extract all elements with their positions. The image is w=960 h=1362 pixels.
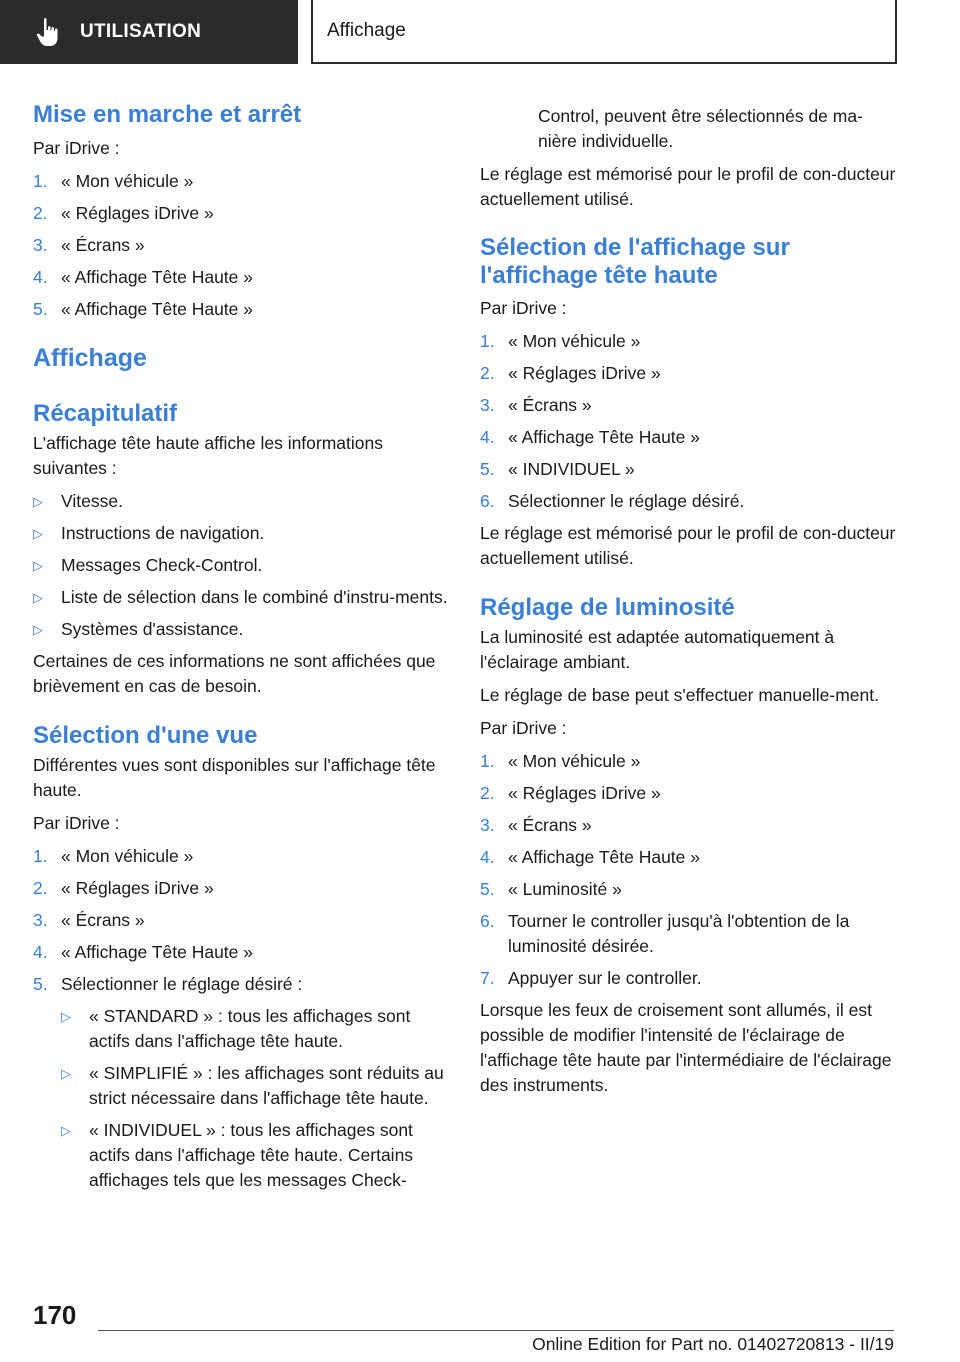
- list-item: 5. « Luminosité »: [480, 879, 622, 899]
- paragraph: Certaines de ces informations ne sont affichées que brièvement en cas de besoin.: [33, 651, 436, 696]
- list-item: 3. « Écrans »: [480, 395, 592, 415]
- heading-recapitulatif: Récapitulatif: [33, 400, 178, 427]
- paragraph: Par iDrive :: [480, 298, 567, 318]
- heading-selection-vue: Sélection d'une vue: [33, 722, 258, 749]
- section-label: UTILISATION: [80, 21, 202, 42]
- section-tab: [0, 0, 298, 64]
- list-item: ▷ « STANDARD » : tous les affichages sont actifs dans l'affichage tête haute.: [61, 1006, 411, 1051]
- triangle-bullet-icon: ▷: [33, 558, 43, 573]
- list-item: ▷ Instructions de navigation.: [33, 521, 451, 546]
- list-item: 1. « Mon véhicule »: [33, 171, 194, 191]
- left-column: [33, 100, 451, 1200]
- paragraph: Le réglage est mémorisé pour le profil de con-ducteur actuellement utilisé.: [480, 523, 896, 568]
- list-item: 1. « Mon véhicule »: [480, 751, 641, 771]
- list-item: 2. « Réglages iDrive »: [33, 878, 214, 898]
- triangle-bullet-icon: ▷: [61, 1009, 71, 1024]
- triangle-bullet-icon: ▷: [33, 526, 43, 541]
- list-item: 7. Appuyer sur le controller.: [480, 968, 702, 988]
- heading-selection-affichage: Sélection de l'affichage sur l'affichage tête haute: [480, 234, 790, 289]
- paragraph: Lorsque les feux de croisement sont allumés, il est possible de modifier l'intensité de l'éclairage de l'affichage tête haute par l'intermédiaire de l'éclairage des instruments.: [480, 1000, 892, 1095]
- paragraph: Différentes vues sont disponibles sur l'affichage tête haute.: [33, 755, 436, 800]
- list-item: 3. « Écrans »: [33, 235, 145, 255]
- list-item: 2. « Réglages iDrive »: [480, 363, 661, 383]
- list-item: 3. « Écrans »: [480, 815, 592, 835]
- footer-divider: [98, 1330, 894, 1331]
- paragraph: Par iDrive :: [33, 813, 120, 833]
- list-item: 6. Tourner le controller jusqu'à l'obtention de la luminosité désirée.: [480, 911, 850, 956]
- sub-bullet-list: [61, 1004, 451, 1193]
- triangle-bullet-icon: ▷: [33, 622, 43, 637]
- page-number: 170: [33, 1300, 77, 1330]
- list-item: ▷ Liste de sélection dans le combiné d'instru-ments.: [33, 585, 451, 610]
- steps-list-3: [480, 329, 898, 514]
- list-item: 5. « Affichage Tête Haute »: [33, 299, 253, 319]
- steps-list-1: [33, 169, 451, 322]
- paragraph: Par iDrive :: [33, 138, 120, 158]
- footer-edition: Online Edition for Part no. 01402720813 - II/19: [532, 1334, 894, 1354]
- triangle-bullet-icon: ▷: [33, 590, 43, 605]
- paragraph: La luminosité est adaptée automatiquement à l'éclairage ambiant.: [480, 627, 835, 672]
- list-item: 4. « Affichage Tête Haute »: [480, 847, 700, 867]
- triangle-bullet-icon: ▷: [61, 1066, 71, 1081]
- list-item: 5. Sélectionner le réglage désiré : ▷ « STANDARD » : tous les affichages sont actifs dans l'affichage tête haute. ▷ « SIMPLIFIÉ » : les affichages sont réduits au strict nécessaire dans l'affichage tête haute. ▷ « INDIVIDUEL » : tous les affichages sont actifs dans l'affichage tête haute. Certains affichages tels que les messages Check-: [33, 972, 451, 1193]
- list-item: 2. « Réglages iDrive »: [480, 783, 661, 803]
- steps-list-4: [480, 749, 898, 991]
- list-item: 4. « Affichage Tête Haute »: [33, 267, 253, 287]
- heading-affichage: Affichage: [33, 344, 147, 372]
- list-item: ▷ Systèmes d'assistance.: [33, 617, 451, 642]
- list-item: 4. « Affichage Tête Haute »: [480, 427, 700, 447]
- list-item: 1. « Mon véhicule »: [33, 846, 194, 866]
- list-item: 6. Sélectionner le réglage désiré.: [480, 491, 745, 511]
- paragraph: Le réglage est mémorisé pour le profil de con-ducteur actuellement utilisé.: [480, 164, 896, 209]
- heading-mise-en-marche: Mise en marche et arrêt: [33, 101, 302, 128]
- bullet-list: [33, 489, 451, 642]
- paragraph: Le réglage de base peut s'effectuer manuelle-ment.: [480, 685, 879, 705]
- paragraph-continuation: Control, peuvent être sélectionnés de ma-nière individuelle.: [538, 106, 863, 151]
- triangle-bullet-icon: ▷: [61, 1123, 71, 1138]
- list-item: 1. « Mon véhicule »: [480, 331, 641, 351]
- steps-list-2: [33, 844, 451, 1193]
- paragraph: L'affichage tête haute affiche les informations suivantes :: [33, 433, 384, 478]
- heading-luminosite: Réglage de luminosité: [480, 594, 735, 621]
- list-item: 3. « Écrans »: [33, 910, 145, 930]
- page-header: [311, 0, 897, 64]
- paragraph: Par iDrive :: [480, 718, 567, 738]
- list-item: 4. « Affichage Tête Haute »: [33, 942, 253, 962]
- right-column: [480, 104, 898, 1106]
- list-item: ▷ Vitesse.: [33, 489, 451, 514]
- list-item: 2. « Réglages iDrive »: [33, 203, 214, 223]
- page-title: Affichage: [327, 20, 406, 41]
- list-item: 5. « INDIVIDUEL »: [480, 459, 635, 479]
- list-item: ▷ « SIMPLIFIÉ » : les affichages sont réduits au strict nécessaire dans l'affichage tête haute.: [61, 1063, 444, 1108]
- hand-pointer-icon: [28, 12, 68, 52]
- list-item: ▷ Messages Check-Control.: [33, 553, 451, 578]
- list-item: ▷ « INDIVIDUEL » : tous les affichages sont actifs dans l'affichage tête haute. Certains affichages tels que les messages Check-: [61, 1120, 414, 1190]
- triangle-bullet-icon: ▷: [33, 494, 43, 509]
